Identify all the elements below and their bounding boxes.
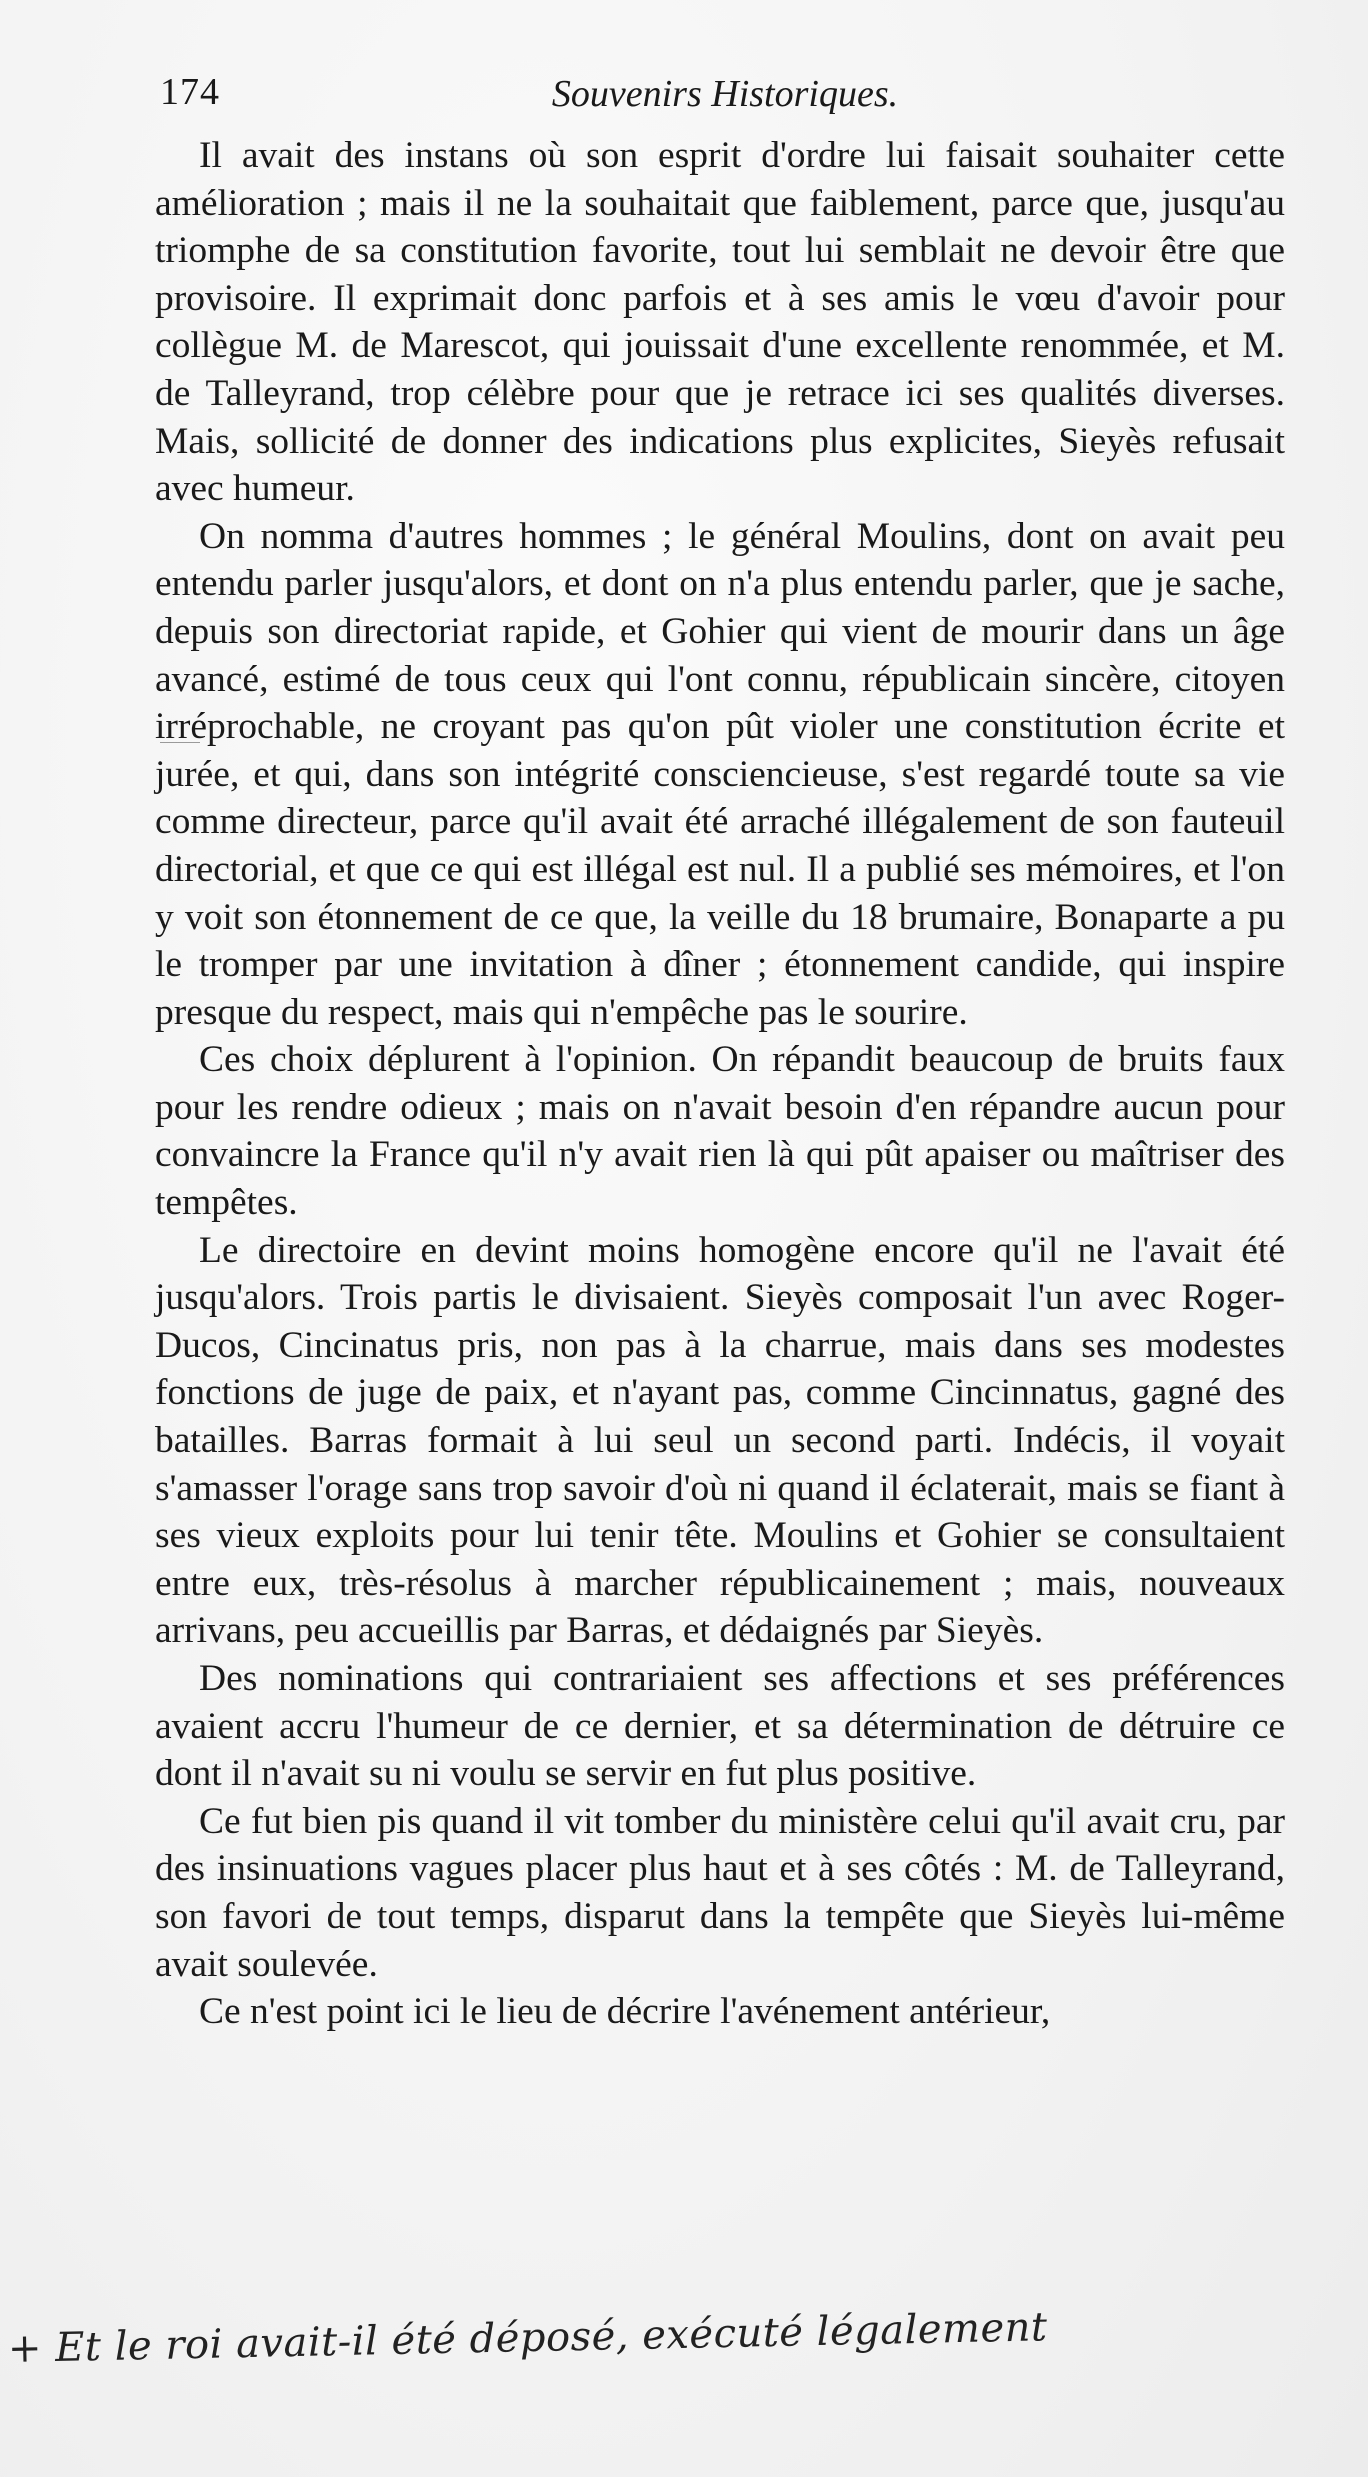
paragraph: Ce n'est point ici le lieu de décrire l'avénement antérieur, — [199, 1991, 1051, 2033]
paragraph: Des nominations qui contrariaient ses affections et ses préférences avaient accru l'humeur de ce dernier, et sa détermination de détruire ce dont il n'avait su ni voulu se servir en fut plus positive. — [155, 1658, 1285, 1795]
page-number: 174 — [160, 71, 220, 113]
paragraph: Ce fut bien pis quand il vit tomber du ministère celui qu'il avait cru, par des insinuations vagues placer plus haut et à ses côtés : M. de Talleyrand, son favori de tout temps, disparut dans la tempête que Sieyès lui-même avait soulevée. — [155, 1800, 1285, 1985]
paragraph: Ces choix déplurent à l'opinion. On répandit beaucoup de bruits faux pour les rendre odieux ; mais on n'avait besoin d'en répandre aucun pour convaincre la France qu'il n'y avait rien là qui pût apaiser ou maîtriser des tempêtes. — [155, 1039, 1285, 1224]
running-title: Souvenirs Historiques. — [551, 73, 899, 115]
paragraph: Le directoire en devint moins homogène encore qu'il ne l'avait été jusqu'alors. Trois partis le divisaient. Sieyès composait l'un avec Roger-Ducos, Cincinatus pris, non pas à la charrue, mais dans ses modestes fonctions de juge de paix, et n'ayant pas, comme Cincinnatus, gagné des batailles. Barras formait à lui seul un second parti. Indécis, il voyait s'amasser l'orage sans trop savoir d'où ni quand il éclaterait, mais se fiant à ses vieux exploits pour lui tenir tête. Moulins et Gohier se consultaient entre eux, très-résolus à marcher républicainement ; mais, nouveaux arrivans, peu accueillis par Barras, et dédaignés par Sieyès. — [155, 1229, 1285, 1652]
paragraph: On nomma d'autres hommes ; le général Moulins, dont on avait peu entendu parler jusqu'alors, et dont on n'a plus entendu parler, que je sache, depuis son directoriat rapide, et Gohier qui vient de mourir dans un âge avancé, estimé de tous ceux qui l'ont connu, républicain sincère, citoyen irréprochable, ne croyant pas qu'on pût violer une constitution écrite et jurée, et qui, dans son intégrité consciencieuse, s'est regardé toute sa vie comme directeur, parce qu'il avait été arraché illégalement de son fauteuil directorial, et que ce qui est illégal est nul. Il a publié ses mémoires, et l'on y voit son étonnement de ce que, la veille du 18 brumaire, Bonaparte a pu le tromper par une invitation à dîner ; étonnement candide, qui inspire presque du respect, mais qui n'empêche pas le sourire. — [155, 515, 1285, 1033]
body-text — [155, 132, 1285, 2036]
page-header — [160, 70, 1290, 130]
handwritten-note: + Et le roi avait-il été déposé, exécuté légalement — [7, 2304, 1048, 2372]
paragraph: Il avait des instans où son esprit d'ordre lui faisait souhaiter cette amélioration ; mais il ne la souhaitait que faiblement, parce que, jusqu'au triomphe de sa constitution favorite, tout lui semblait ne devoir être que provisoire. Il exprimait donc parfois et à ses amis le vœu d'avoir pour collègue M. de Marescot, qui jouissait d'une excellente renommée, et M. de Talleyrand, trop célèbre pour que je retrace ici ses qualités diverses. Mais, sollicité de donner des indications plus explicites, Sieyès refusait avec humeur. — [155, 135, 1285, 510]
